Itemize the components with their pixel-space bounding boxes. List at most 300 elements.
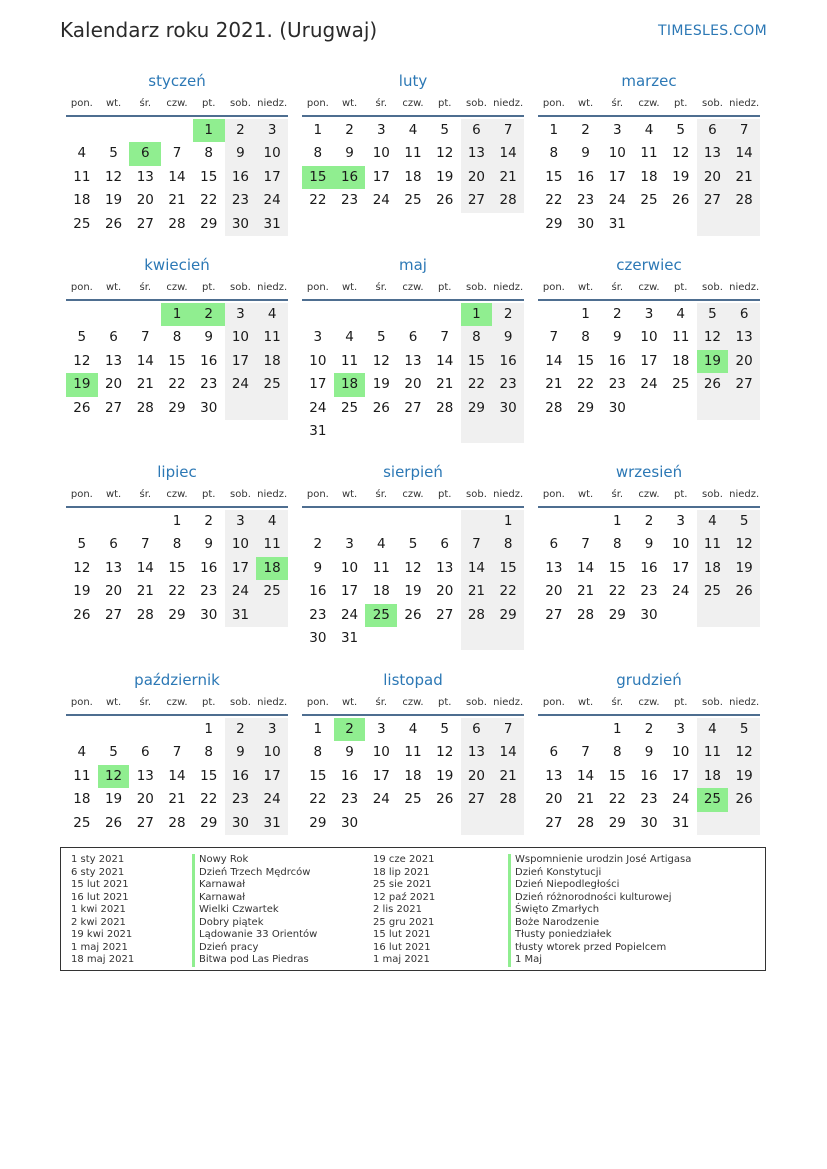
day-cell: 16 [576, 168, 595, 185]
day-cell: 25 [404, 791, 422, 808]
day-cell: 30 [200, 606, 218, 623]
day-cell: 12 [404, 559, 422, 576]
day-cell: 1 [612, 721, 622, 737]
day-cell: 2 [644, 721, 654, 737]
day-cell: 16 [608, 352, 626, 369]
day-cell: 23 [340, 791, 359, 808]
day-cell: 16 [225, 765, 257, 788]
day-cell: 17 [309, 376, 327, 393]
day-cell: 14 [576, 559, 595, 576]
empty-day-cell [334, 303, 366, 326]
legend-dates-right [373, 854, 435, 967]
day-cell: 18 [404, 168, 422, 185]
empty-day-cell [570, 510, 602, 533]
day-cell: 14 [545, 352, 563, 369]
day-cell: 13 [697, 142, 729, 165]
empty-day-cell [429, 510, 461, 533]
day-cell: 22 [461, 373, 493, 396]
legend-holiday-date: 1 kwi 2021 [71, 904, 126, 916]
day-cell: 13 [728, 326, 760, 349]
day-cell: 5 [376, 329, 386, 346]
weekday-label: pt. [674, 697, 688, 708]
day-cell: 14 [576, 767, 595, 784]
day-cell: 26 [372, 399, 390, 416]
day-cell: 8 [461, 326, 493, 349]
weekday-label: śr. [375, 98, 388, 109]
day-cell: 3 [225, 510, 257, 533]
day-cell: 14 [168, 168, 186, 185]
holiday-day-cell: 25 [365, 604, 397, 627]
day-cell: 28 [168, 814, 186, 831]
day-cell: 7 [492, 119, 524, 142]
day-cell: 4 [644, 122, 654, 138]
day-cell: 3 [376, 122, 386, 138]
day-cell: 28 [136, 399, 154, 416]
day-cell: 10 [372, 744, 390, 761]
day-cell: 14 [492, 142, 524, 165]
day-cell: 6 [549, 536, 559, 553]
empty-day-cell [256, 397, 288, 420]
legend-holiday-name: Dzień Niepodległości [508, 879, 691, 892]
empty-day-cell [161, 119, 193, 142]
month-name: marzec [621, 72, 677, 90]
day-cell: 28 [436, 399, 454, 416]
weekday-label: sob. [702, 98, 723, 109]
day-cell: 22 [545, 192, 563, 209]
day-cell: 27 [436, 606, 454, 623]
empty-day-cell [302, 510, 334, 533]
legend-holiday-name: tłusty wtorek przed Popielcem [508, 942, 691, 955]
day-cell: 5 [77, 536, 87, 553]
days-grid [66, 119, 288, 236]
day-cell: 20 [728, 350, 760, 373]
legend-holiday-date: 15 lut 2021 [373, 929, 431, 941]
day-cell: 13 [436, 559, 454, 576]
holiday-day-cell: 18 [256, 557, 288, 580]
day-cell: 17 [608, 168, 626, 185]
day-cell: 5 [440, 721, 449, 737]
day-cell: 17 [225, 557, 257, 580]
day-cell: 29 [545, 215, 563, 232]
empty-day-cell [397, 627, 429, 650]
weekday-label: czw. [166, 282, 188, 293]
month-name: grudzień [616, 671, 682, 689]
legend-holiday-date: 12 paź 2021 [373, 891, 436, 903]
day-cell: 3 [256, 718, 288, 741]
weekday-label: pt. [438, 489, 452, 500]
day-cell: 15 [608, 767, 626, 784]
day-cell: 24 [225, 373, 257, 396]
empty-day-cell [66, 718, 98, 741]
day-cell: 6 [140, 744, 150, 761]
day-cell: 11 [256, 533, 288, 556]
weekday-label: niedz. [257, 98, 288, 109]
day-cell: 24 [225, 580, 257, 603]
day-cell: 26 [672, 192, 690, 209]
day-cell: 2 [492, 303, 524, 326]
weekday-label: wt. [341, 282, 358, 293]
day-cell: 25 [672, 376, 690, 393]
day-cell: 21 [728, 166, 760, 189]
day-cell: 15 [576, 352, 595, 369]
empty-day-cell [397, 303, 429, 326]
day-cell: 5 [697, 303, 729, 326]
day-cell: 6 [109, 329, 118, 346]
day-cell: 8 [612, 744, 622, 761]
weekday-header [302, 95, 524, 117]
day-cell: 28 [576, 606, 595, 623]
weekday-header [66, 279, 288, 301]
weekday-label: pon. [70, 697, 93, 708]
day-cell: 31 [225, 604, 257, 627]
empty-day-cell [302, 303, 334, 326]
day-cell: 15 [168, 559, 186, 576]
day-cell: 29 [608, 814, 626, 831]
holiday-day-cell: 19 [697, 350, 729, 373]
empty-day-cell [397, 420, 429, 443]
legend-holiday-name: Dzień Konstytucji [508, 867, 691, 880]
day-cell: 18 [73, 791, 91, 808]
weekday-header [538, 279, 760, 301]
holiday-day-cell: 16 [334, 166, 366, 189]
day-cell: 4 [345, 329, 354, 346]
weekday-label: niedz. [729, 282, 760, 293]
weekday-label: czw. [402, 98, 424, 109]
day-cell: 13 [136, 767, 154, 784]
weekday-label: czw. [166, 98, 188, 109]
day-cell: 30 [225, 812, 257, 835]
day-cell: 4 [77, 744, 87, 761]
day-cell: 22 [492, 580, 524, 603]
day-cell: 4 [408, 721, 418, 737]
day-cell: 5 [109, 145, 118, 162]
day-cell: 2 [644, 513, 654, 529]
legend-holiday-name: 1 Maj [508, 954, 691, 967]
weekday-label: czw. [638, 282, 660, 293]
weekday-label: pt. [674, 489, 688, 500]
holiday-day-cell: 1 [461, 303, 493, 326]
legend-holiday-name: Lądowanie 33 Orientów [192, 929, 317, 942]
day-cell: 26 [73, 606, 91, 623]
weekday-label: sob. [466, 282, 487, 293]
day-cell: 8 [581, 329, 590, 346]
weekday-label: pon. [306, 697, 329, 708]
day-cell: 24 [256, 788, 288, 811]
day-cell: 29 [608, 606, 626, 623]
day-cell: 11 [697, 741, 729, 764]
day-cell: 8 [204, 145, 213, 162]
month-calendar [66, 70, 288, 236]
day-cell: 20 [436, 583, 454, 600]
day-cell: 7 [140, 329, 150, 346]
month-calendar [538, 461, 760, 627]
day-cell: 6 [728, 303, 760, 326]
empty-day-cell [633, 213, 665, 236]
day-cell: 21 [545, 376, 563, 393]
day-cell: 10 [608, 145, 626, 162]
day-cell: 13 [404, 352, 422, 369]
day-cell: 23 [309, 606, 327, 623]
empty-day-cell [365, 812, 397, 835]
empty-day-cell [397, 812, 429, 835]
day-cell: 8 [313, 145, 323, 162]
month-calendar [538, 669, 760, 835]
empty-day-cell [66, 510, 98, 533]
weekday-label: czw. [638, 98, 660, 109]
day-cell: 1 [492, 510, 524, 533]
weekday-label: śr. [611, 282, 624, 293]
day-cell: 28 [492, 189, 524, 212]
weekday-label: pon. [70, 98, 93, 109]
empty-day-cell [66, 303, 98, 326]
legend-holiday-date: 15 lut 2021 [71, 879, 129, 891]
empty-day-cell [129, 510, 161, 533]
empty-day-cell [538, 718, 570, 741]
day-cell: 15 [492, 557, 524, 580]
day-cell: 18 [697, 557, 729, 580]
empty-day-cell [697, 812, 729, 835]
day-cell: 22 [608, 583, 626, 600]
weekday-header [538, 694, 760, 716]
day-cell: 20 [697, 166, 729, 189]
day-cell: 29 [309, 814, 327, 831]
day-cell: 10 [256, 741, 288, 764]
days-grid [302, 119, 524, 213]
day-cell: 16 [200, 559, 218, 576]
legend-names-left [192, 854, 317, 967]
day-cell: 3 [225, 303, 257, 326]
day-cell: 4 [408, 122, 418, 138]
weekday-label: niedz. [729, 489, 760, 500]
day-cell: 26 [404, 606, 422, 623]
legend-holiday-name: Wielki Czwartek [192, 904, 317, 917]
legend-holiday-name: Wspomnienie urodzin José Artigasa [508, 854, 691, 867]
day-cell: 9 [345, 744, 354, 761]
day-cell: 18 [672, 352, 690, 369]
day-cell: 7 [728, 119, 760, 142]
day-cell: 17 [256, 765, 288, 788]
day-cell: 17 [372, 767, 390, 784]
day-cell: 13 [461, 142, 493, 165]
day-cell: 17 [640, 352, 658, 369]
legend-holiday-name: Dzień Trzech Mędrców [192, 867, 317, 880]
days-grid [538, 718, 760, 835]
weekday-label: pt. [202, 282, 216, 293]
day-cell: 9 [225, 741, 257, 764]
day-cell: 26 [728, 580, 760, 603]
holiday-day-cell: 19 [66, 373, 98, 396]
day-cell: 31 [672, 814, 690, 831]
day-cell: 15 [200, 168, 218, 185]
weekday-label: niedz. [257, 697, 288, 708]
holiday-day-cell: 12 [98, 765, 130, 788]
empty-day-cell [461, 627, 493, 650]
holiday-day-cell: 18 [334, 373, 366, 396]
weekday-label: pon. [542, 98, 565, 109]
day-cell: 11 [640, 145, 658, 162]
day-cell: 20 [104, 376, 123, 393]
weekday-label: czw. [166, 697, 188, 708]
days-grid [538, 510, 760, 627]
day-cell: 26 [73, 399, 91, 416]
empty-day-cell [365, 510, 397, 533]
day-cell: 5 [728, 510, 760, 533]
day-cell: 14 [461, 557, 493, 580]
day-cell: 29 [200, 215, 218, 232]
empty-day-cell [492, 812, 524, 835]
day-cell: 5 [440, 122, 449, 138]
holiday-day-cell: 2 [334, 718, 366, 741]
day-cell: 8 [492, 533, 524, 556]
day-cell: 24 [372, 192, 390, 209]
day-cell: 4 [676, 306, 685, 322]
weekday-label: sob. [230, 282, 251, 293]
day-cell: 23 [576, 192, 595, 209]
legend-holiday-date: 18 maj 2021 [71, 954, 135, 966]
day-cell: 10 [672, 536, 690, 553]
day-cell: 4 [256, 510, 288, 533]
weekday-label: pon. [70, 282, 93, 293]
legend-holiday-name: Dzień pracy [192, 942, 317, 955]
day-cell: 31 [309, 422, 327, 439]
day-cell: 25 [640, 192, 658, 209]
legend-holiday-date: 19 kwi 2021 [71, 929, 133, 941]
empty-day-cell [461, 812, 493, 835]
month-name: październik [134, 671, 220, 689]
weekday-header [302, 694, 524, 716]
day-cell: 17 [225, 350, 257, 373]
day-cell: 24 [672, 791, 690, 808]
empty-day-cell [429, 812, 461, 835]
day-cell: 18 [256, 350, 288, 373]
day-cell: 23 [640, 791, 658, 808]
day-cell: 24 [372, 791, 390, 808]
day-cell: 22 [200, 192, 218, 209]
weekday-label: wt. [105, 489, 122, 500]
holiday-legend [60, 847, 766, 971]
day-cell: 25 [73, 215, 91, 232]
day-cell: 7 [140, 536, 150, 553]
weekday-label: pt. [438, 282, 452, 293]
empty-day-cell [570, 718, 602, 741]
day-cell: 1 [549, 122, 559, 138]
weekday-label: sob. [230, 697, 251, 708]
day-cell: 6 [408, 329, 418, 346]
month-name: kwiecień [144, 256, 210, 274]
day-cell: 26 [104, 215, 123, 232]
day-cell: 8 [313, 744, 323, 761]
day-cell: 19 [728, 765, 760, 788]
weekday-label: śr. [611, 489, 624, 500]
empty-day-cell [728, 604, 760, 627]
empty-day-cell [538, 510, 570, 533]
day-cell: 20 [461, 765, 493, 788]
day-cell: 30 [200, 399, 218, 416]
day-cell: 11 [256, 326, 288, 349]
month-calendar [538, 70, 760, 236]
day-cell: 17 [672, 559, 690, 576]
day-cell: 7 [461, 533, 493, 556]
day-cell: 3 [676, 721, 685, 737]
day-cell: 24 [309, 399, 327, 416]
day-cell: 4 [256, 303, 288, 326]
day-cell: 30 [576, 215, 595, 232]
weekday-label: sob. [702, 697, 723, 708]
day-cell: 27 [697, 189, 729, 212]
month-calendar [66, 461, 288, 627]
day-cell: 6 [440, 536, 449, 553]
day-cell: 3 [313, 329, 323, 346]
empty-day-cell [397, 510, 429, 533]
day-cell: 16 [309, 583, 327, 600]
day-cell: 21 [461, 580, 493, 603]
weekday-header [66, 694, 288, 716]
empty-day-cell [633, 397, 665, 420]
day-cell: 10 [672, 744, 690, 761]
day-cell: 5 [728, 718, 760, 741]
day-cell: 12 [672, 145, 690, 162]
day-cell: 30 [340, 814, 359, 831]
site-link[interactable]: TIMESLES.COM [658, 23, 767, 39]
day-cell: 23 [225, 788, 257, 811]
legend-holiday-date: 25 gru 2021 [373, 916, 435, 928]
empty-day-cell [429, 627, 461, 650]
weekday-label: wt. [341, 489, 358, 500]
day-cell: 1 [313, 122, 323, 138]
weekday-label: pt. [674, 282, 688, 293]
day-cell: 13 [104, 352, 123, 369]
weekday-label: wt. [577, 697, 594, 708]
day-cell: 30 [309, 629, 327, 646]
day-cell: 19 [672, 168, 690, 185]
day-cell: 28 [545, 399, 563, 416]
legend-holiday-date: 2 lis 2021 [373, 904, 422, 916]
day-cell: 16 [492, 350, 524, 373]
day-cell: 26 [697, 373, 729, 396]
day-cell: 5 [109, 744, 118, 761]
day-cell: 8 [612, 536, 622, 553]
day-cell: 27 [545, 814, 563, 831]
legend-holiday-name: Święto Zmarłych [508, 904, 691, 917]
weekday-label: sob. [466, 489, 487, 500]
day-cell: 22 [608, 791, 626, 808]
day-cell: 22 [168, 583, 186, 600]
day-cell: 9 [492, 326, 524, 349]
day-cell: 20 [404, 376, 422, 393]
month-calendar [66, 669, 288, 835]
weekday-label: niedz. [729, 98, 760, 109]
day-cell: 30 [492, 397, 524, 420]
weekday-label: śr. [139, 282, 152, 293]
day-cell: 19 [73, 583, 91, 600]
day-cell: 19 [728, 557, 760, 580]
day-cell: 14 [168, 767, 186, 784]
days-grid [302, 510, 524, 650]
weekday-label: pon. [542, 697, 565, 708]
day-cell: 12 [697, 326, 729, 349]
day-cell: 10 [340, 559, 359, 576]
day-cell: 6 [697, 119, 729, 142]
day-cell: 9 [225, 142, 257, 165]
empty-day-cell [129, 303, 161, 326]
legend-holiday-name: Karnawał [192, 879, 317, 892]
legend-holiday-date: 1 maj 2021 [373, 954, 430, 966]
day-cell: 3 [376, 721, 386, 737]
day-cell: 29 [168, 399, 186, 416]
empty-day-cell [697, 397, 729, 420]
weekday-header [66, 486, 288, 508]
day-cell: 17 [256, 166, 288, 189]
